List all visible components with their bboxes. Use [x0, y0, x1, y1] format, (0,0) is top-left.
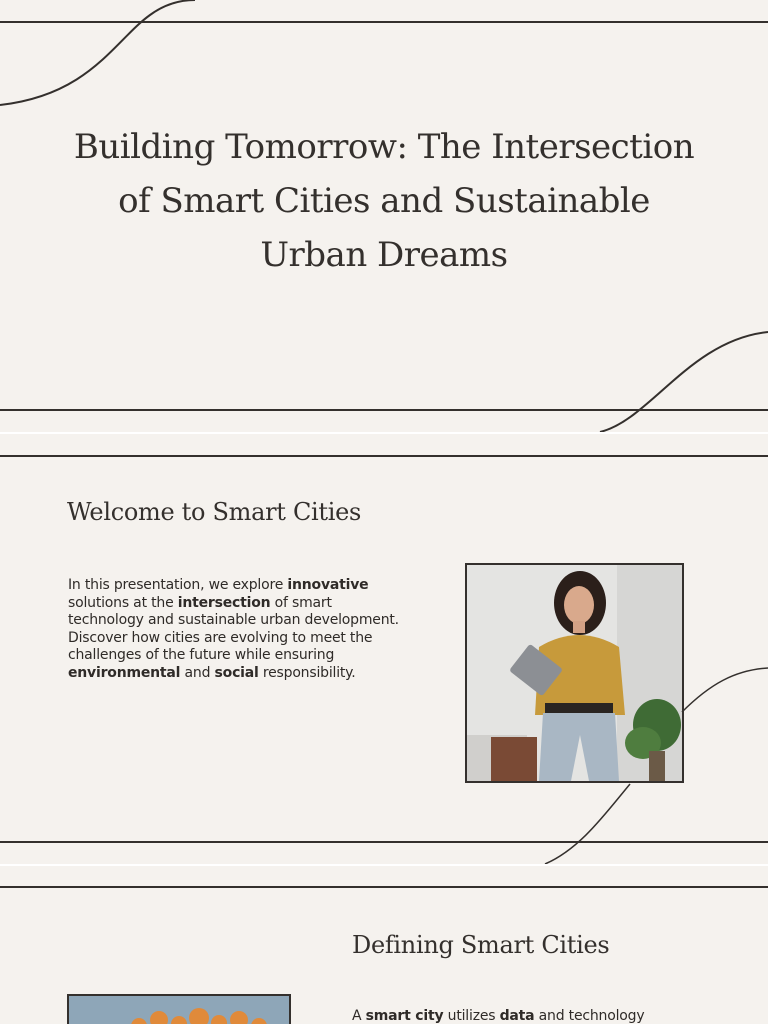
paragraph-text: In this presentation, we explore: [68, 577, 288, 593]
emphasized-text: intersection: [177, 594, 271, 611]
paragraph-text: solutions at the: [68, 594, 178, 611]
section-heading: Defining Smart Cities: [352, 931, 610, 959]
emphasized-text: social: [214, 664, 259, 681]
paragraph-text: A: [352, 1008, 366, 1024]
city-model-photo: [67, 994, 291, 1024]
emphasized-text: innovative: [287, 577, 369, 593]
paragraph-text: utilizes: [443, 1008, 500, 1024]
welcome-slide: [0, 434, 768, 864]
page-title: Building Tomorrow: The Intersection of Smart Cities and Sustainable Urban Dreams: [73, 127, 695, 275]
decorative-curve-right: [0, 434, 768, 864]
definition-paragraph: [352, 1008, 682, 1024]
emphasized-text: data: [499, 1008, 535, 1024]
title-slide: [0, 0, 768, 432]
emphasized-text: environmental: [68, 664, 181, 681]
bottom-divider-line: [0, 841, 768, 843]
paragraph-text: of smart technology and sustainable urban development. Discover how cities are evolving to meet the challenges of the future while ensuring: [68, 594, 399, 664]
paragraph-text: and technology: [534, 1008, 645, 1024]
definition-slide: [0, 866, 768, 1024]
top-divider-line: [0, 886, 768, 888]
section-heading: Welcome to Smart Cities: [67, 498, 362, 526]
paragraph-text: responsibility.: [258, 664, 356, 681]
decorative-curve-bottom-right: [0, 0, 768, 432]
paragraph-text: and: [180, 664, 215, 681]
emphasized-text: smart city: [365, 1008, 444, 1024]
